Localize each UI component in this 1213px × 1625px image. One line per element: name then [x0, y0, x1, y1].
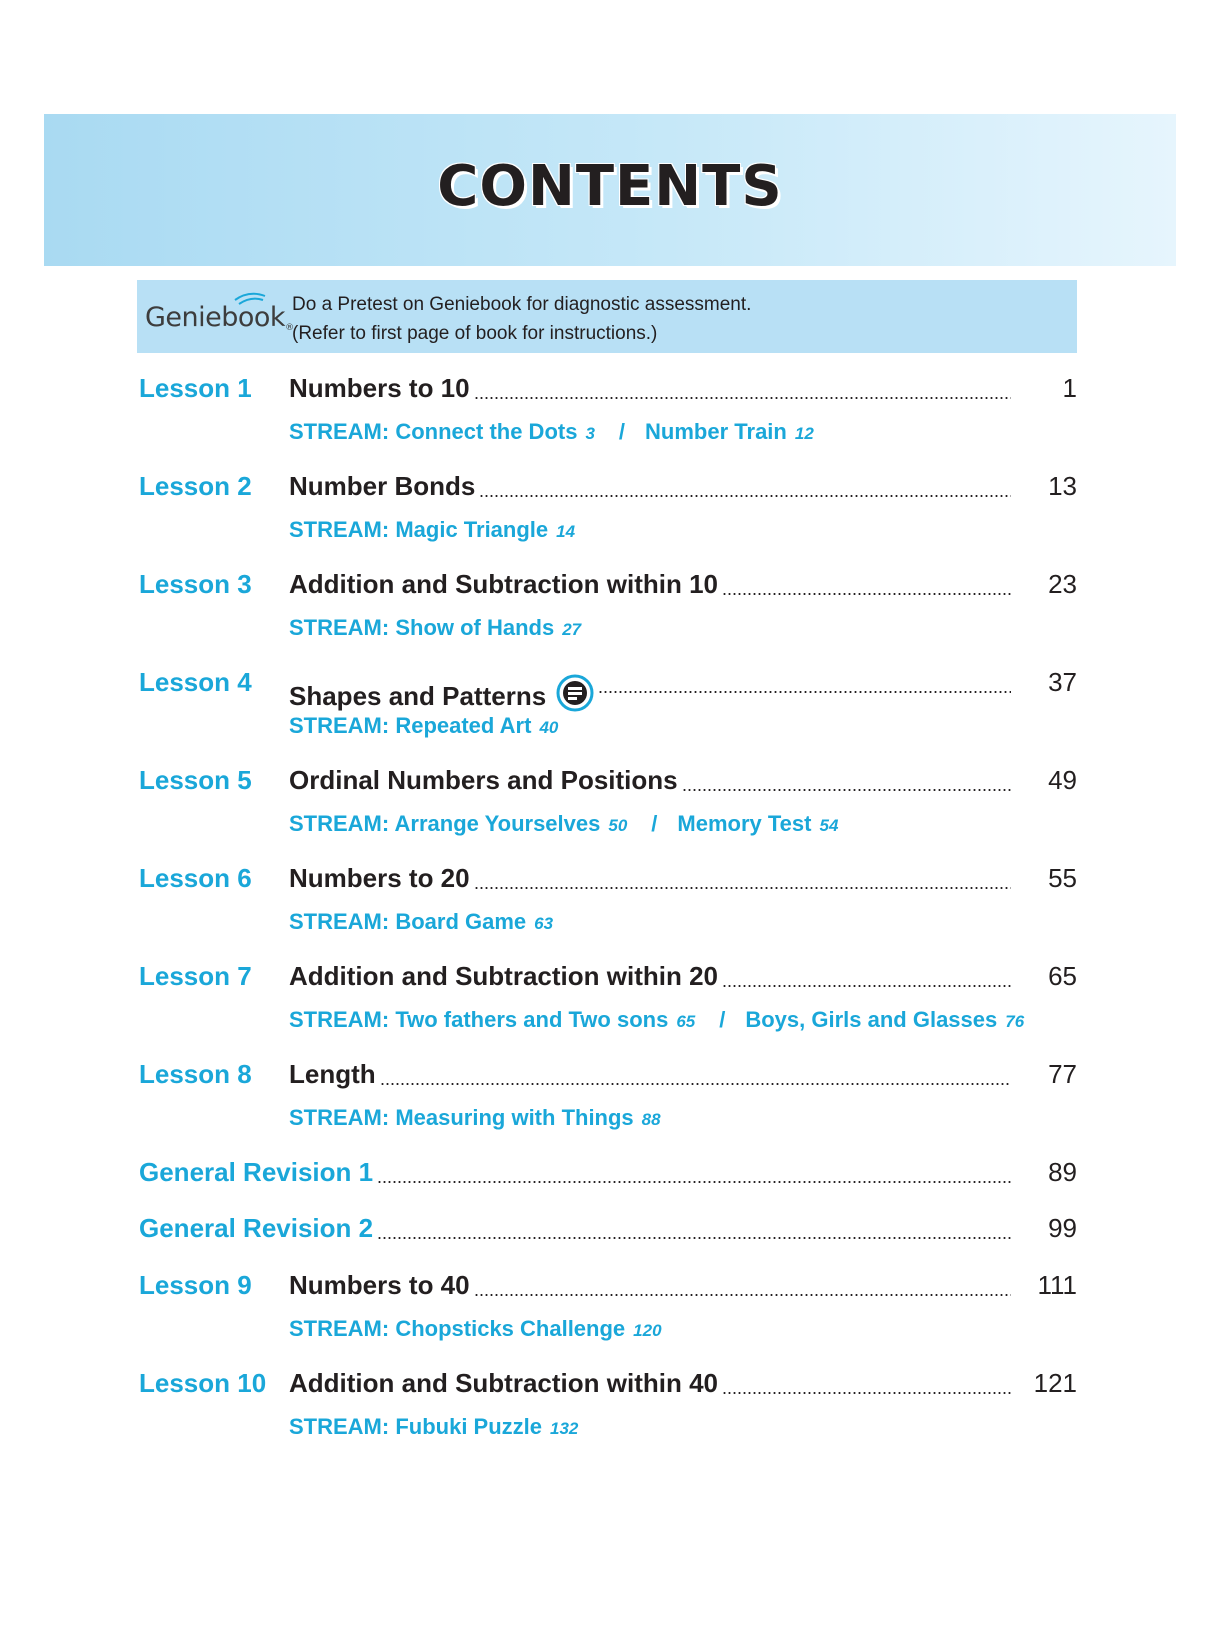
stream-name[interactable]: Two fathers and Two sons — [395, 1007, 669, 1032]
dot-leader — [377, 1236, 1011, 1240]
toc-entry[interactable] — [0, 1368, 1213, 1468]
lesson-label: Lesson 1 — [139, 373, 252, 403]
stream-prefix: STREAM: — [289, 615, 396, 640]
entry-title-row — [289, 765, 1011, 799]
lesson-label: Lesson 5 — [139, 765, 252, 795]
stream-separator: / — [719, 1007, 726, 1032]
entry-title-row — [289, 863, 1011, 897]
stream-name[interactable]: Repeated Art — [395, 713, 532, 738]
stream-page-number: 76 — [1005, 1012, 1025, 1031]
toc-entry[interactable] — [0, 1059, 1213, 1159]
page-number: 13 — [1048, 471, 1077, 501]
lesson-label: Lesson 7 — [139, 961, 252, 991]
stream-name[interactable]: Board Game — [395, 909, 527, 934]
stream-activities — [289, 419, 818, 445]
stream-name[interactable]: Arrange Yourselves — [394, 811, 601, 836]
page-number: 99 — [1048, 1213, 1077, 1243]
dot-leader — [377, 1180, 1011, 1184]
dot-leader — [722, 984, 1011, 988]
stream-page-number: 120 — [633, 1321, 662, 1340]
geniebook-logo: Geniebook® — [145, 302, 294, 333]
toc-entry[interactable] — [0, 863, 1213, 963]
stream-name[interactable]: Chopsticks Challenge — [395, 1316, 626, 1341]
stream-prefix: STREAM: — [289, 1105, 396, 1130]
page-number: 65 — [1048, 961, 1077, 991]
entry-title-row — [289, 667, 1011, 711]
dot-leader — [474, 1293, 1011, 1297]
stream-separator: / — [618, 419, 626, 444]
toc-entry[interactable] — [0, 765, 1213, 865]
lesson-label: Lesson 9 — [139, 1270, 252, 1300]
stream-activities — [289, 615, 585, 641]
stream-activities — [289, 1316, 666, 1342]
dot-leader — [474, 886, 1011, 890]
page-number: 37 — [1048, 667, 1077, 697]
stream-prefix: STREAM: — [289, 909, 396, 934]
entry-title-row — [289, 569, 1011, 603]
stream-name[interactable]: Show of Hands — [395, 615, 555, 640]
entry-title: General Revision 2 — [139, 1213, 374, 1243]
entry-title: Length — [289, 1059, 376, 1089]
stream-activities — [289, 811, 842, 837]
entry-title-row — [289, 1270, 1011, 1304]
stream-name[interactable]: Measuring with Things — [395, 1105, 634, 1130]
pattern-badge-icon — [556, 674, 594, 712]
stream-prefix: STREAM: — [289, 419, 396, 444]
banner-text — [292, 290, 751, 348]
stream-page-number: 27 — [562, 620, 582, 639]
banner-line-1: Do a Pretest on Geniebook for diagnostic assessment. — [292, 294, 752, 315]
entry-title: General Revision 1 — [139, 1157, 374, 1187]
entry-title-row — [289, 471, 1011, 505]
stream-page-number: 40 — [539, 718, 559, 737]
geniebook-logo-text: Geniebook — [145, 302, 286, 333]
stream-name[interactable]: Connect the Dots — [395, 419, 578, 444]
entry-title: Addition and Subtraction within 10 — [289, 569, 718, 599]
dot-leader — [474, 396, 1011, 400]
toc-entry[interactable] — [0, 961, 1213, 1061]
dot-leader — [380, 1082, 1011, 1086]
stream-prefix: STREAM: — [289, 713, 396, 738]
entry-title: Ordinal Numbers and Positions — [289, 765, 678, 795]
entry-title-row — [289, 373, 1011, 407]
banner-line-2: (Refer to first page of book for instructions.) — [292, 323, 658, 344]
stream-name[interactable]: Fubuki Puzzle — [395, 1414, 543, 1439]
entry-title-row — [289, 1059, 1011, 1093]
stream-separator: / — [651, 811, 658, 836]
page-number: 55 — [1048, 863, 1077, 893]
lesson-label: Lesson 8 — [139, 1059, 252, 1089]
stream-activities — [289, 713, 562, 739]
stream-page-number: 50 — [608, 816, 628, 835]
page-number: 1 — [1062, 373, 1077, 403]
entry-title: Addition and Subtraction within 20 — [289, 961, 718, 991]
dot-leader — [722, 1391, 1011, 1395]
stream-activities — [289, 1007, 1028, 1033]
entry-title-row — [289, 1368, 1011, 1402]
stream-prefix: STREAM: — [289, 517, 396, 542]
page-number: 121 — [1033, 1368, 1077, 1398]
stream-prefix: STREAM: — [289, 811, 395, 836]
stream-page-number: 65 — [676, 1012, 696, 1031]
dot-leader — [722, 592, 1011, 596]
geniebook-banner — [137, 280, 1077, 353]
stream-prefix: STREAM: — [289, 1316, 396, 1341]
entry-title: Numbers to 20 — [289, 863, 470, 893]
lesson-label: Lesson 4 — [139, 667, 252, 697]
stream-name[interactable]: Number Train — [645, 419, 787, 444]
entry-title: Shapes and Patterns — [289, 681, 547, 711]
stream-page-number: 63 — [534, 914, 554, 933]
dot-leader — [598, 690, 1011, 694]
toc-entry[interactable] — [0, 373, 1213, 473]
stream-page-number: 54 — [819, 816, 839, 835]
page-number: 111 — [1037, 1270, 1077, 1300]
stream-page-number: 3 — [585, 424, 595, 443]
stream-prefix: STREAM: — [289, 1007, 396, 1032]
page-number: 23 — [1048, 569, 1077, 599]
lesson-label: Lesson 3 — [139, 569, 252, 599]
page-number: 89 — [1048, 1157, 1077, 1187]
lesson-label: Lesson 6 — [139, 863, 252, 893]
stream-page-number: 14 — [556, 522, 576, 541]
toc-entry[interactable] — [0, 569, 1213, 669]
entry-title-row — [289, 961, 1011, 995]
toc-entry[interactable] — [0, 667, 1213, 767]
stream-page-number: 132 — [550, 1419, 579, 1438]
entry-title-row — [139, 1213, 1011, 1247]
dot-leader — [682, 788, 1011, 792]
entry-title: Addition and Subtraction within 40 — [289, 1368, 718, 1398]
entry-title: Number Bonds — [289, 471, 476, 501]
stream-activities — [289, 517, 579, 543]
stream-activities — [289, 1105, 665, 1131]
dot-leader — [479, 494, 1011, 498]
stream-prefix: STREAM: — [289, 1414, 396, 1439]
lesson-label: Lesson 10 — [139, 1368, 267, 1398]
entry-title: Numbers to 40 — [289, 1270, 470, 1300]
stream-name[interactable]: Memory Test — [677, 811, 812, 836]
entry-title: Numbers to 10 — [289, 373, 470, 403]
lesson-label: Lesson 2 — [139, 471, 252, 501]
toc-entry[interactable] — [0, 471, 1213, 571]
stream-name[interactable]: Boys, Girls and Glasses — [745, 1007, 998, 1032]
page-number: 77 — [1048, 1059, 1077, 1089]
header-band — [44, 114, 1176, 266]
toc-entry[interactable] — [0, 1270, 1213, 1370]
stream-page-number: 88 — [641, 1110, 661, 1129]
page-number: 49 — [1048, 765, 1077, 795]
stream-page-number: 12 — [794, 424, 814, 443]
stream-activities — [289, 909, 557, 935]
entry-title-row — [139, 1157, 1011, 1191]
page-title: CONTENTS — [437, 154, 783, 219]
stream-activities — [289, 1414, 582, 1440]
stream-name[interactable]: Magic Triangle — [395, 517, 549, 542]
